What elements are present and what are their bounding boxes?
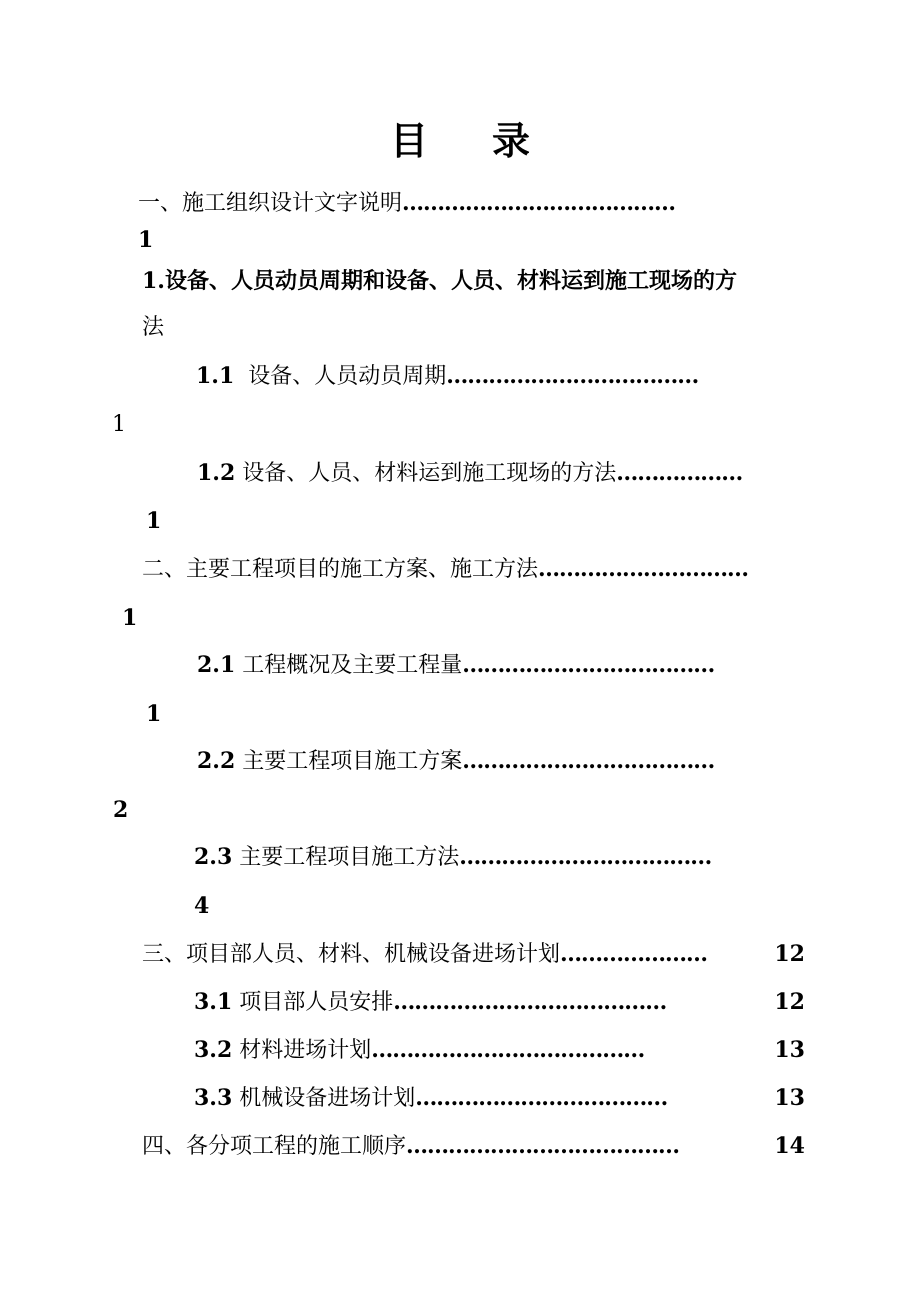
toc-entry-12: [194, 1083, 667, 1114]
toc-entry-label: 1.设备、人员动员周期和设备、人员、材料运到施工现场的方: [142, 268, 737, 294]
toc-entry-label: 四、各分项工程的施工顺序: [142, 1134, 407, 1159]
toc-entry-label: 设备、人员动员周期: [248, 364, 447, 389]
toc-entry-1: [138, 188, 675, 219]
toc-leader-dots: …………………………………: [406, 1133, 680, 1159]
toc-entry-9: [142, 939, 707, 970]
toc-entry-10: [194, 987, 666, 1018]
toc-entry-label: 二、主要工程项目的施工方案、施工方法: [142, 557, 539, 582]
toc-entry-page: 12: [774, 989, 805, 1015]
toc-entry-page: 14: [774, 1133, 805, 1159]
toc-leader-dots: ………………: [616, 460, 743, 486]
toc-entry-number: 2.1: [197, 652, 236, 678]
toc-entry-label: 一、施工组织设计文字说明: [138, 191, 403, 216]
toc-entry-label: 机械设备进场计划: [239, 1086, 416, 1111]
toc-entry-page: 1: [122, 605, 138, 631]
toc-entry-2: [142, 266, 737, 296]
toc-entry-8: [194, 842, 711, 873]
toc-entry-number: 2.3: [194, 844, 233, 870]
toc-entry-page: 1: [112, 412, 126, 437]
toc-leader-dots: ………………………………: [462, 652, 715, 678]
toc-entry-page: 1: [146, 701, 162, 727]
toc-entry-label: 项目部人员安排: [239, 990, 394, 1015]
toc-entry-label: 材料进场计划: [239, 1038, 372, 1063]
toc-entry-page: 2: [113, 797, 129, 823]
toc-entry-number: 1.2: [197, 460, 236, 486]
toc-entry-number: 2.2: [197, 748, 236, 774]
title-char-1: 目: [389, 118, 492, 163]
toc-entry-5: [142, 554, 748, 585]
toc-leader-dots: …………………………………: [402, 190, 676, 216]
toc-entry-page: 12: [774, 941, 805, 967]
toc-entry-3: [196, 361, 698, 392]
toc-leader-dots: …………………………: [538, 556, 749, 582]
toc-entry-number: 3.3: [194, 1085, 233, 1111]
toc-entry-number: 3.1: [194, 989, 233, 1015]
page-title: [0, 118, 920, 164]
toc-leader-dots: ………………………………: [446, 363, 699, 389]
toc-entry-page: 1: [138, 227, 154, 253]
toc-entry-label: 工程概况及主要工程量: [242, 653, 463, 678]
toc-entry-number: 3.2: [194, 1037, 233, 1063]
toc-entry-continuation: 法: [142, 315, 165, 340]
toc-entry-page: 13: [774, 1085, 805, 1111]
toc-entry-page: 1: [146, 508, 162, 534]
toc-leader-dots: ………………………………: [462, 748, 715, 774]
toc-entry-label: 主要工程项目施工方法: [239, 845, 460, 870]
toc-leader-dots: …………………: [560, 941, 708, 967]
toc-leader-dots: ………………………………: [415, 1085, 668, 1111]
toc-entry-label: 主要工程项目施工方案: [242, 749, 463, 774]
toc-entry-label: 设备、人员、材料运到施工现场的方法: [242, 461, 617, 486]
toc-entry-4: [197, 458, 742, 489]
toc-entry-11: [194, 1035, 644, 1066]
toc-entry-number: 1.1: [196, 363, 235, 389]
toc-leader-dots: …………………………………: [393, 989, 667, 1015]
title-char-2: 录: [492, 118, 595, 163]
toc-entry-label: 三、项目部人员、材料、机械设备进场计划: [142, 942, 561, 967]
toc-leader-dots: …………………………………: [371, 1037, 645, 1063]
toc-leader-dots: ………………………………: [459, 844, 712, 870]
toc-entry-page: 13: [774, 1037, 805, 1063]
toc-entry-page: 4: [194, 893, 210, 919]
toc-entry-7: [197, 746, 714, 777]
toc-entry-13: [142, 1131, 679, 1162]
toc-entry-6: [197, 650, 714, 681]
